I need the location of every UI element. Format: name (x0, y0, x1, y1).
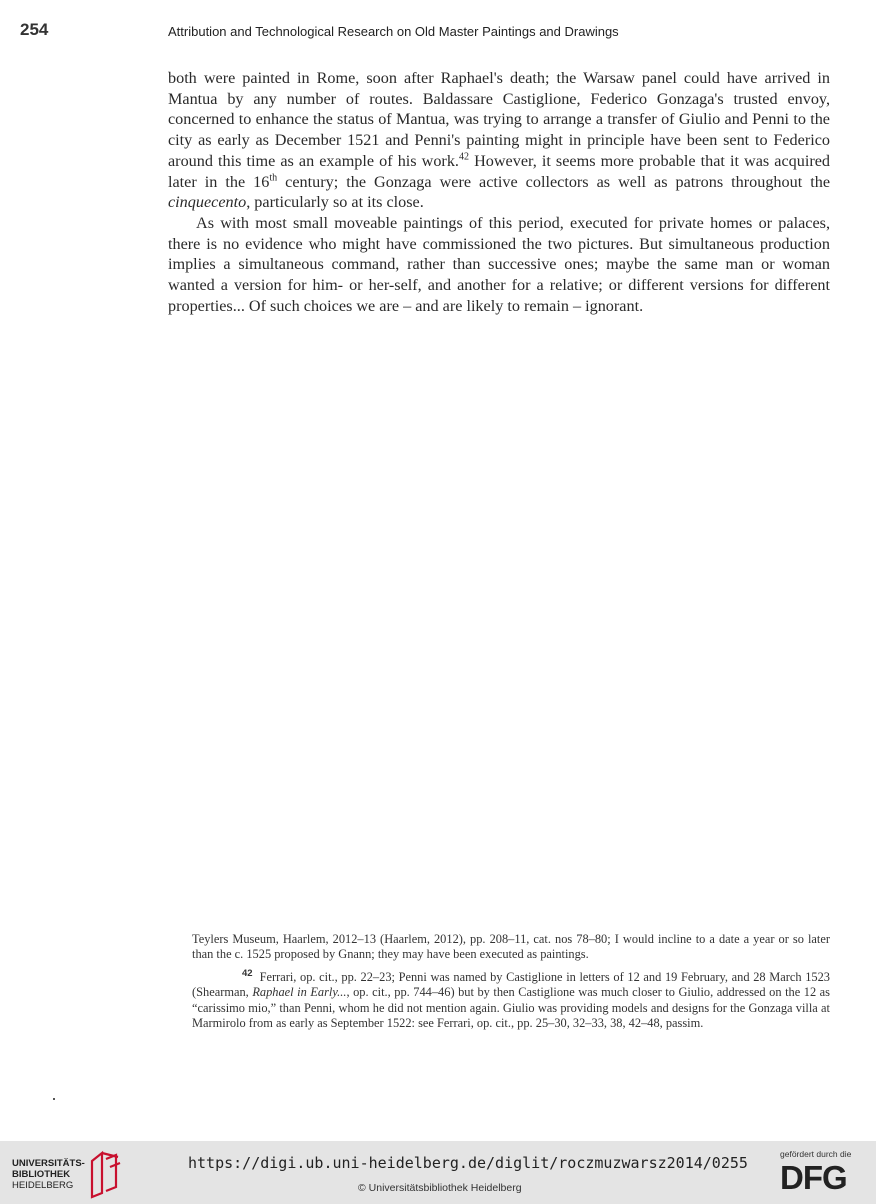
running-title: Attribution and Technological Research on Old Master Paintings and Drawings (168, 24, 619, 39)
library-logo[interactable]: UNIVERSITÄTS- BIBLIOTHEK HEIDELBERG (12, 1158, 85, 1191)
library-book-icon (88, 1147, 124, 1199)
footnote-number: 42 (242, 967, 253, 979)
scan-speck (53, 1098, 55, 1100)
footnote-42: $^{42}$ Ferrari, op. cit., pp. 22–23; Penni was named by Castiglione in letters of 12 and 19 February, and 28 March 1523 (Shearman, Raphael in Early..., op. cit., pp. 744–46) but by then Castiglione was much closer to Giulio, addressed on the 12 as “carissimo mio,” than Penni, whom he did not mention again. Giulio was providing models and designs for the Gonzaga villa at Marmirolo from as early as September 1522: see Ferrari, op. cit., pp. 25–30, 32–33, 38, 42–48, passim. (192, 967, 830, 1031)
dfg-logo[interactable]: DFG (780, 1159, 847, 1196)
paragraph-2: As with most small moveable paintings of this period, executed for private homes or palaces, there is no evidence who might have commissioned the two pictures. But simultaneous production implies a simultaneous command, rather than successive ones; maybe the same man or woman wanted a version for him- or her-self, and another for a relative; or different versions for different properties... Of such choices we are – and are likely to remain – ignorant. (168, 213, 830, 315)
permalink-url[interactable]: https://digi.ub.uni-heidelberg.de/diglit/roczmuzwarsz2014/0255 (188, 1154, 748, 1172)
footnote-continuation: Teylers Museum, Haarlem, 2012–13 (Haarlem, 2012), pp. 208–11, cat. nos 78–80; I would incline to a date a year or so later than the c. 1525 proposed by Gnann; they may have been executed as paintings. (192, 932, 830, 962)
copyright-notice: © Universitätsbibliothek Heidelberg (358, 1182, 522, 1194)
digitization-footer (0, 1141, 876, 1204)
paragraph-1: both were painted in Rome, soon after Raphael's death; the Warsaw panel could have arrived in Mantua by any number of routes. Baldassare Castiglione, Federico Gonzaga's trusted envoy, concerned to enhance the status of Mantua, was trying to arrange a transfer of Giulio and Penni to the city as early as December 1521 and Penni's painting might in principle have been sent to Federico around this time as an example of his work.$^{42}$ However, it seems more probable that it was acquired later in the 16th century; the Gonzaga were active collectors as well as patrons throughout the cinquecento, particularly so at its close. (168, 69, 830, 212)
funding-caption: gefördert durch die (780, 1149, 852, 1159)
page-number: 254 (20, 20, 49, 39)
footnotes (192, 932, 830, 1038)
footnote-ref-42[interactable]: 42 (458, 151, 469, 163)
main-text (168, 68, 830, 316)
